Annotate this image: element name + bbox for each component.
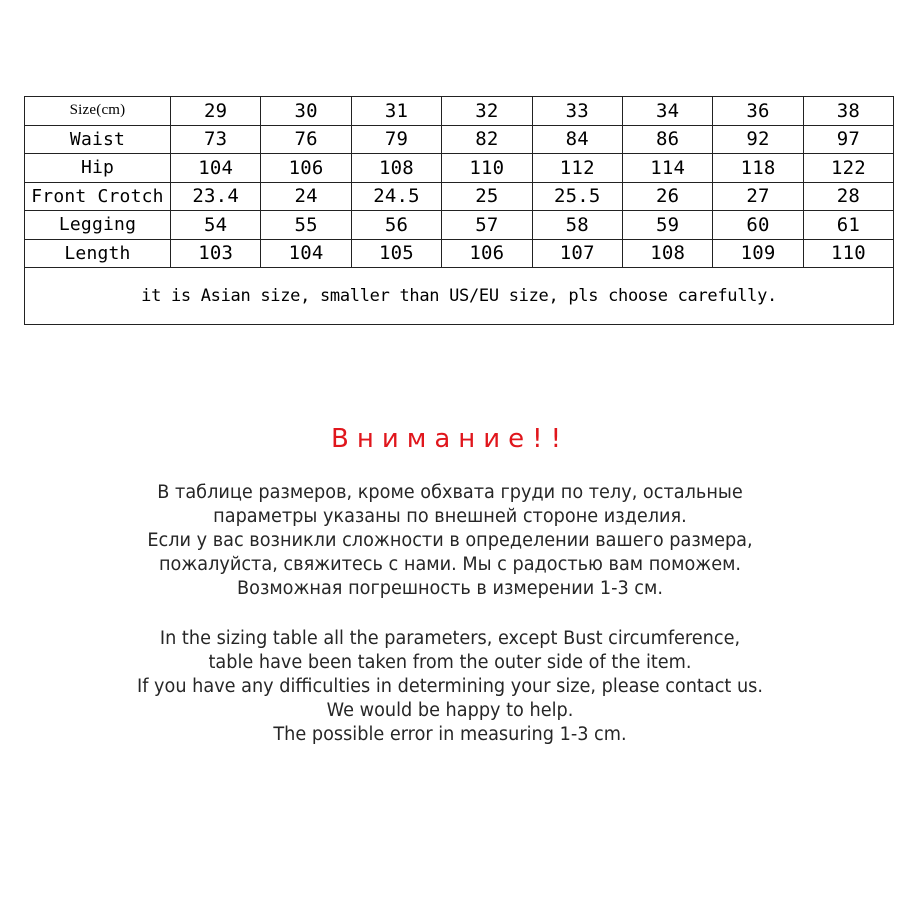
table-cell: 86	[622, 125, 712, 154]
russian-notice-line: Если у вас возникли сложности в определении вашего размера,	[147, 530, 753, 551]
table-row	[25, 211, 894, 240]
table-cell: 109	[713, 239, 803, 268]
table-cell: 25	[442, 182, 532, 211]
english-notice-line: table have been taken from the outer side of the item.	[208, 652, 692, 673]
table-cell: 27	[713, 182, 803, 211]
table-cell: 28	[803, 182, 893, 211]
table-cell: 55	[261, 211, 351, 240]
row-label: Length	[25, 239, 171, 268]
table-cell: 105	[351, 239, 441, 268]
english-notice-line: In the sizing table all the parameters, except Bust circumference,	[159, 628, 741, 649]
table-cell: 24.5	[351, 182, 441, 211]
size-header-cell: 38	[803, 97, 893, 126]
table-cell: 106	[261, 154, 351, 183]
english-notice-line: We would be happy to help.	[326, 700, 574, 721]
size-header-cell: 32	[442, 97, 532, 126]
table-cell: 114	[622, 154, 712, 183]
row-label: Legging	[25, 211, 171, 240]
table-cell: 107	[532, 239, 622, 268]
size-header-cell: 29	[171, 97, 261, 126]
table-cell: 104	[261, 239, 351, 268]
table-cell: 79	[351, 125, 441, 154]
size-header-cell: 34	[622, 97, 712, 126]
size-header-cell: 31	[351, 97, 441, 126]
table-cell: 103	[171, 239, 261, 268]
table-cell: 118	[713, 154, 803, 183]
size-header-label: Size(cm)	[25, 97, 171, 126]
russian-notice-line: пожалуйста, свяжитесь с нами. Мы с радостью вам поможем.	[158, 554, 742, 575]
table-cell: 92	[713, 125, 803, 154]
table-cell: 110	[442, 154, 532, 183]
table-row	[25, 182, 894, 211]
table-cell: 110	[803, 239, 893, 268]
table-cell: 122	[803, 154, 893, 183]
english-notice	[0, 627, 900, 747]
size-header-row	[25, 97, 894, 126]
table-row	[25, 125, 894, 154]
size-header-cell: 30	[261, 97, 351, 126]
table-cell: 60	[713, 211, 803, 240]
row-label: Front Crotch	[25, 182, 171, 211]
attention-heading: Внимание!!	[330, 424, 570, 454]
row-label: Hip	[25, 154, 171, 183]
table-cell: 82	[442, 125, 532, 154]
size-chart	[24, 96, 894, 325]
table-cell: 58	[532, 211, 622, 240]
table-cell: 23.4	[171, 182, 261, 211]
table-cell: 84	[532, 125, 622, 154]
table-cell: 97	[803, 125, 893, 154]
row-label: Waist	[25, 125, 171, 154]
english-notice-line: If you have any difficulties in determining your size, please contact us.	[136, 676, 764, 697]
table-cell: 108	[351, 154, 441, 183]
russian-notice-line: параметры указаны по внешней стороне изделия.	[213, 506, 687, 527]
table-cell: 59	[622, 211, 712, 240]
table-cell: 76	[261, 125, 351, 154]
table-cell: 106	[442, 239, 532, 268]
russian-notice	[0, 481, 900, 601]
english-notice-line: The possible error in measuring 1-3 cm.	[273, 724, 627, 745]
size-note: it is Asian size, smaller than US/EU size, pls choose carefully.	[25, 268, 894, 325]
table-cell: 24	[261, 182, 351, 211]
size-header-cell: 36	[713, 97, 803, 126]
russian-notice-line: Возможная погрешность в измерении 1-3 см.	[237, 578, 663, 599]
table-cell: 104	[171, 154, 261, 183]
size-table	[24, 96, 894, 325]
note-row	[25, 268, 894, 325]
table-cell: 73	[171, 125, 261, 154]
table-cell: 61	[803, 211, 893, 240]
table-row	[25, 239, 894, 268]
table-cell: 26	[622, 182, 712, 211]
table-cell: 54	[171, 211, 261, 240]
table-cell: 112	[532, 154, 622, 183]
russian-notice-line: В таблице размеров, кроме обхвата груди по телу, остальные	[157, 482, 743, 503]
size-header-cell: 33	[532, 97, 622, 126]
table-cell: 108	[622, 239, 712, 268]
table-cell: 25.5	[532, 182, 622, 211]
table-cell: 56	[351, 211, 441, 240]
table-cell: 57	[442, 211, 532, 240]
table-row	[25, 154, 894, 183]
